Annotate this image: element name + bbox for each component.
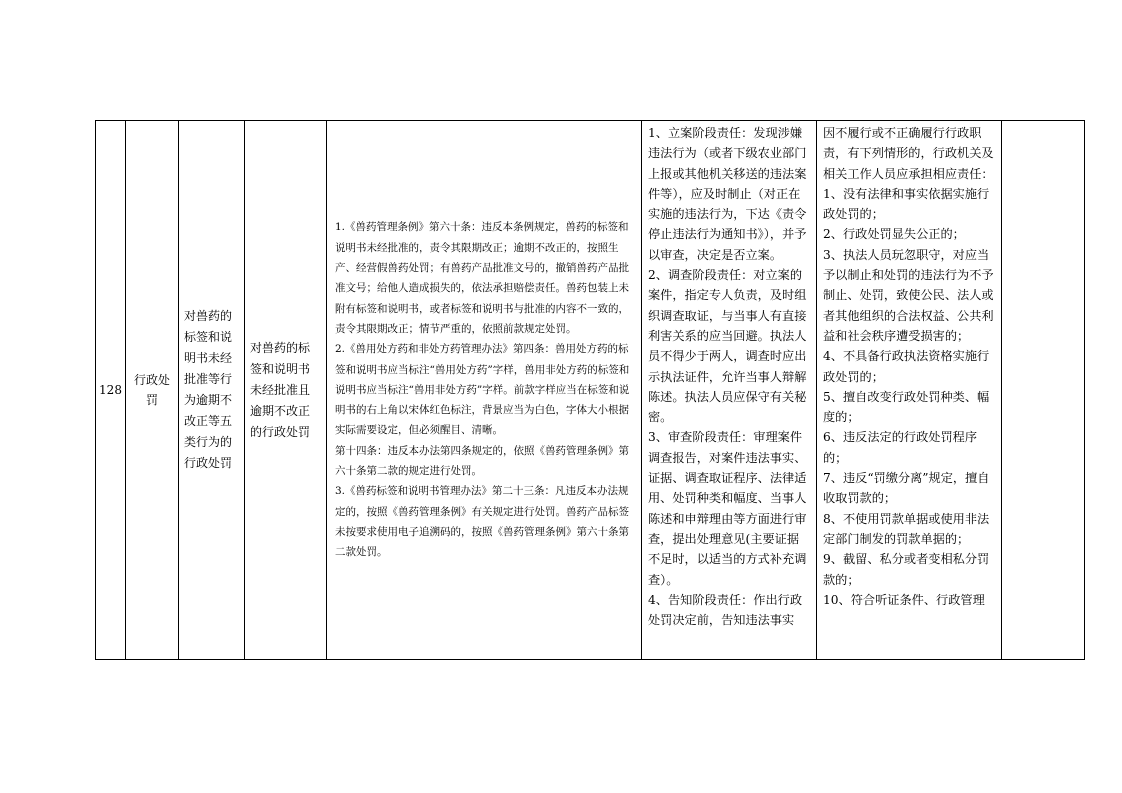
accountability-paragraph: 6、违反法定的行政处罚程序的； [823, 430, 978, 465]
row-number: 128 [99, 383, 122, 397]
item-name: 对兽药的标签和说明书未经批准等行为逾期不改正等五类行为的行政处罚 [184, 309, 233, 470]
accountability-paragraph: 3、执法人员玩忽职守，对应当予以制止和处罚的违法行为不予制止、处罚，致使公民、法人或者其他组织的合法权益、公共利益和社会秩序遭受损害的； [823, 247, 994, 343]
record-table [95, 120, 1085, 660]
basis-paragraph: 1.《兽药管理条例》第六十条：违反本条例规定，兽药的标签和说明书未经批准的，责令其限期改正；逾期不改正的，按照生产、经营假兽药处罚；有兽药产品批准文号的，撤销兽药产品批准文号；给他人造成损失的，依法承担赔偿责任。兽药包装上未附有标签和说明书，或者标签和说明书与批准的内容不一致的，责令其限期改正；情节严重的，依照前款规定处罚。 [335, 221, 629, 335]
sub-item-name: 对兽药的标签和说明书未经批准且逾期不改正的行政处罚 [250, 340, 311, 439]
responsibility-cell [642, 121, 817, 659]
sub-item-cell [245, 121, 327, 659]
basis-paragraph: 2.《兽用处方药和非处方药管理办法》第四条：兽用处方药的标签和说明书应当标注“兽用处方药”字样，兽用非处方药的标签和说明书应当标注“兽用非处方药”字样。前款字样应当在标签和说明书的右上角以宋体红色标注，背景应当为白色，字体大小根据实际需要设定，但必须醒目、清晰。 [335, 343, 630, 437]
responsibility-text [648, 123, 810, 630]
legal-basis [335, 217, 634, 562]
accountability-paragraph: 7、违反“罚缴分离”规定，擅自收取罚款的； [823, 471, 990, 506]
accountability-paragraph: 1、没有法律和事实依据实施行政处罚的； [823, 186, 990, 222]
accountability-paragraph: 9、截留、私分或者变相私分罚款的； [823, 552, 990, 587]
note-cell [1002, 121, 1084, 659]
basis-paragraph: 第十四条：违反本办法第四条规定的，依照《兽药管理条例》第六十条第二款的规定进行处罚。 [335, 444, 629, 478]
responsibility-paragraph: 3、审查阶段责任：审理案件调查报告，对案件违法事实、证据、调查取证程序、法律适用、处罚种类和幅度、当事人陈述和申辩理由等方面进行审查，提出处理意见(主要证据不足时，以适当的方式补充调查）。 [648, 430, 807, 587]
accountability-paragraph: 5、擅自改变行政处罚种类、幅度的； [823, 389, 990, 425]
responsibility-paragraph: 2、调查阶段责任：对立案的案件，指定专人负责，及时组织调查取证，与当事人有直接利害关系的应当回避。执法人员不得少于两人，调查时应出示执法证件，允许当事人辩解陈述。执法人员应保守有关秘密。 [648, 268, 807, 425]
basis-paragraph: 3.《兽药标签和说明书管理办法》第二十三条：凡违反本办法规定的，按照《兽药管理条例》有关规定进行处罚。兽药产品标签未按要求使用电子追溯码的，按照《兽药管理条例》第六十条第二款处罚。 [335, 485, 629, 559]
accountability-text [823, 123, 995, 610]
legal-basis-cell [327, 121, 642, 659]
accountability-paragraph: 因不履行或不正确履行行政职责，有下列情形的，行政机关及相关工作人员应承担相应责任： [823, 126, 994, 181]
accountability-paragraph: 2、行政处罚显失公正的； [823, 227, 965, 242]
item-type: 行政处罚 [133, 373, 170, 407]
accountability-cell [817, 121, 1002, 659]
item-name-cell [179, 121, 245, 659]
responsibility-paragraph: 4、告知阶段责任：作出行政处罚决定前，告知违法事实 [648, 592, 803, 628]
accountability-paragraph: 8、不使用罚款单据或使用非法定部门制发的罚款单据的； [823, 511, 990, 546]
responsibility-paragraph: 1、立案阶段责任：发现涉嫌违法行为（或者下级农业部门上报或其他机关移送的违法案件等），应及时制止（对正在实施的违法行为，下达《责令停止违法行为通知书》），并予以审查，决定是否立案。 [648, 126, 807, 262]
row-number-cell [96, 121, 126, 659]
item-type-cell [126, 121, 179, 659]
accountability-paragraph: 10、符合听证条件、行政管理 [823, 592, 985, 607]
accountability-paragraph: 4、不具备行政执法资格实施行政处罚的； [823, 349, 990, 384]
